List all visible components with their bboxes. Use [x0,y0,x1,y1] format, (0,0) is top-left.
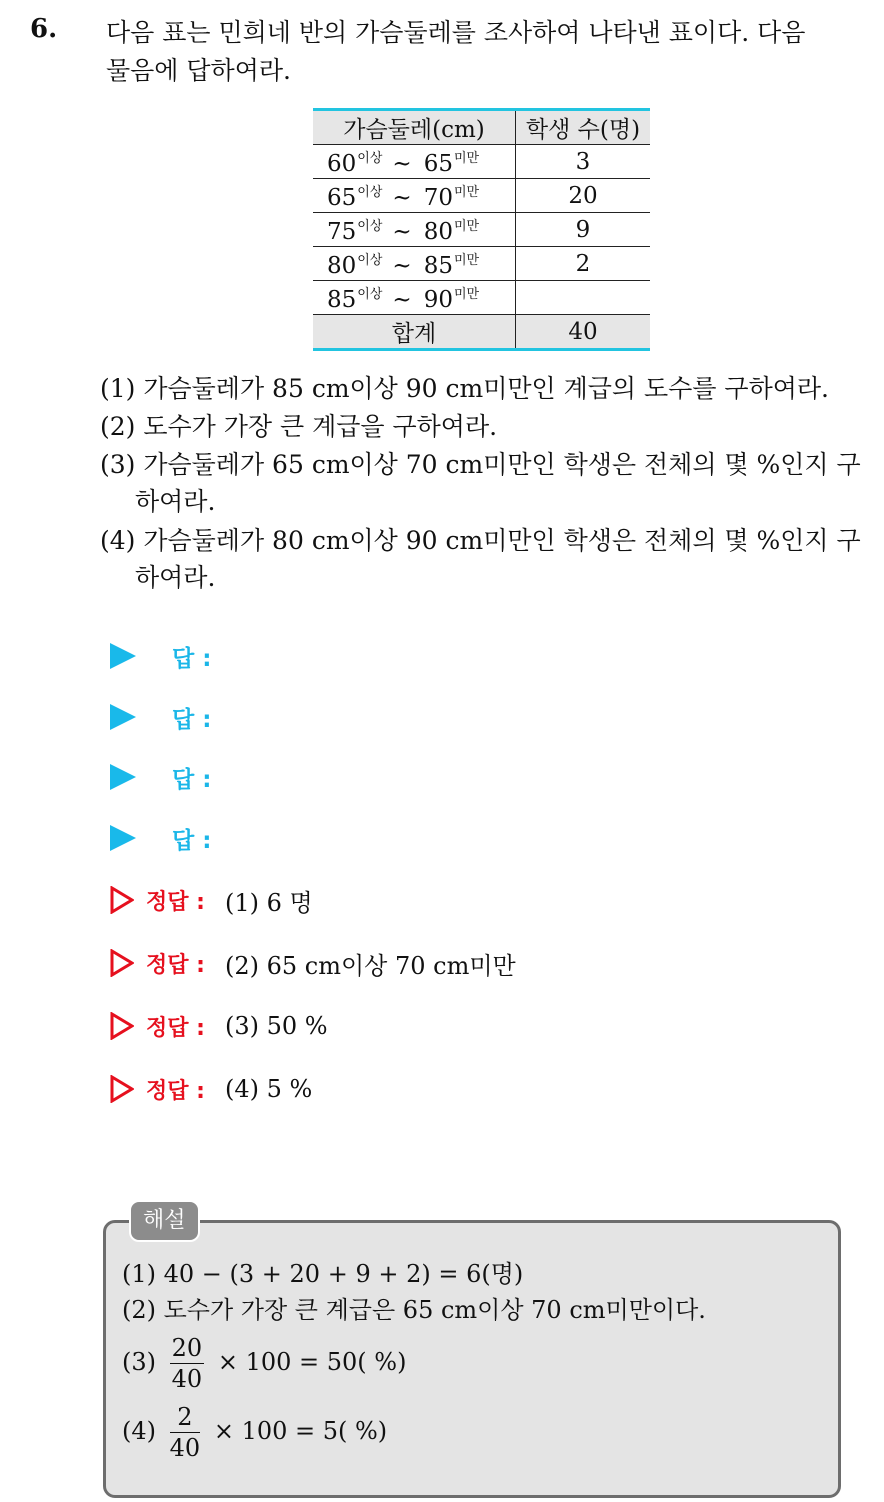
column-header-count: 학생 수(명) [516,110,651,145]
solution-label: 정답 : [146,1078,205,1104]
answer-row-3 [110,757,211,797]
answer-label: 답 : [172,706,212,733]
explanation-line-1: (1) 40 − (3 + 20 + 9 + 2) = 6(명) [122,1260,524,1288]
column-header-girth: 가슴둘레(cm) [313,110,516,145]
table-total-row [313,315,650,350]
answer-label: 답 : [172,827,212,854]
count-cell: 3 [516,145,651,179]
answer-label: 답 : [172,645,212,672]
range-cell: $80^{이상}$ ~ $85^{미만}$ [313,247,516,281]
range-cell: $85^{이상}$ ~ $90^{미만}$ [313,281,516,315]
explanation-line-2: (2) 도수가 가장 큰 계급은 65 cm이상 70 cm미만이다. [122,1296,706,1324]
answer-row-4 [110,818,211,858]
solution-row-3 [110,1006,328,1046]
solution-row-1 [110,880,313,920]
table-row [313,281,650,315]
table-row [313,213,650,247]
solution-row-4 [110,1069,312,1109]
range-cell: $65^{이상}$ ~ $70^{미만}$ [313,179,516,213]
answer-row-2 [110,697,211,737]
total-value: 40 [516,315,651,350]
answer-row-1 [110,636,211,676]
answer-label: 답 : [172,766,212,793]
play-triangle-icon [110,764,136,790]
fraction-numerator: 20 [171,1334,203,1362]
outline-triangle-icon [110,1075,134,1103]
solution-label: 정답 : [146,889,205,915]
explanation-line-3: (3) $\frac{20}{40}$ × 100 = 50( %) [122,1334,407,1393]
fraction-numerator: 2 [170,1402,201,1433]
play-triangle-icon [110,825,136,851]
explanation-tag: 해설 [129,1200,200,1242]
table-row [313,145,650,179]
subquestion-4: (4) 가슴둘레가 80 cm이상 90 cm미만인 학생은 전체의 몇 %인지 구 하여라. [100,526,861,592]
play-triangle-icon [110,704,136,730]
fraction-denominator: 40 [171,1365,203,1393]
solution-label: 정답 : [146,1015,205,1041]
fraction [170,1402,201,1463]
fraction-denominator: 40 [169,1434,201,1462]
subquestion-1: (1) 가슴둘레가 85 cm이상 90 cm미만인 계급의 도수를 구하여라. [100,374,829,403]
range-cell: $75^{이상}$ ~ $80^{미만}$ [313,213,516,247]
count-cell: 2 [516,247,651,281]
solution-label: 정답 : [146,952,205,978]
subquestion-3: (3) 가슴둘레가 65 cm이상 70 cm미만인 학생은 전체의 몇 %인지 구 하여라. [100,450,861,516]
count-cell: 9 [516,213,651,247]
total-label: 합계 [313,315,516,350]
explanation-line-4: (4) $\frac{2}{40}$ × 100 = 5( %) [122,1403,388,1462]
table-header-row [313,110,650,145]
table-row [313,179,650,213]
outline-triangle-icon [110,949,134,977]
fraction [170,1333,205,1394]
outline-triangle-icon [110,886,134,914]
question-text-line1: 다음 표는 민희네 반의 가슴둘레를 조사하여 나타낸 표이다. 다음 [106,18,806,47]
subquestion-2: (2) 도수가 가장 큰 계급을 구하여라. [100,412,498,441]
solution-text: (1) 6 명 [224,888,313,917]
solution-text: (4) 5 % [224,1075,313,1103]
solution-text: (3) 50 % [224,1012,328,1040]
table-row [313,247,650,281]
range-cell: $60^{이상}$ ~ $65^{미만}$ [313,145,516,179]
play-triangle-icon [110,643,136,669]
frequency-table [313,108,650,351]
question-text-line2: 물음에 답하여라. [106,56,291,85]
solution-text: (2) 65 cm이상 70 cm미만 [224,951,516,980]
question-text [106,14,866,90]
outline-triangle-icon [110,1012,134,1040]
solution-row-2 [110,943,516,983]
question-number: 6. [30,14,58,44]
count-cell: 20 [516,179,651,213]
count-cell [516,281,651,315]
